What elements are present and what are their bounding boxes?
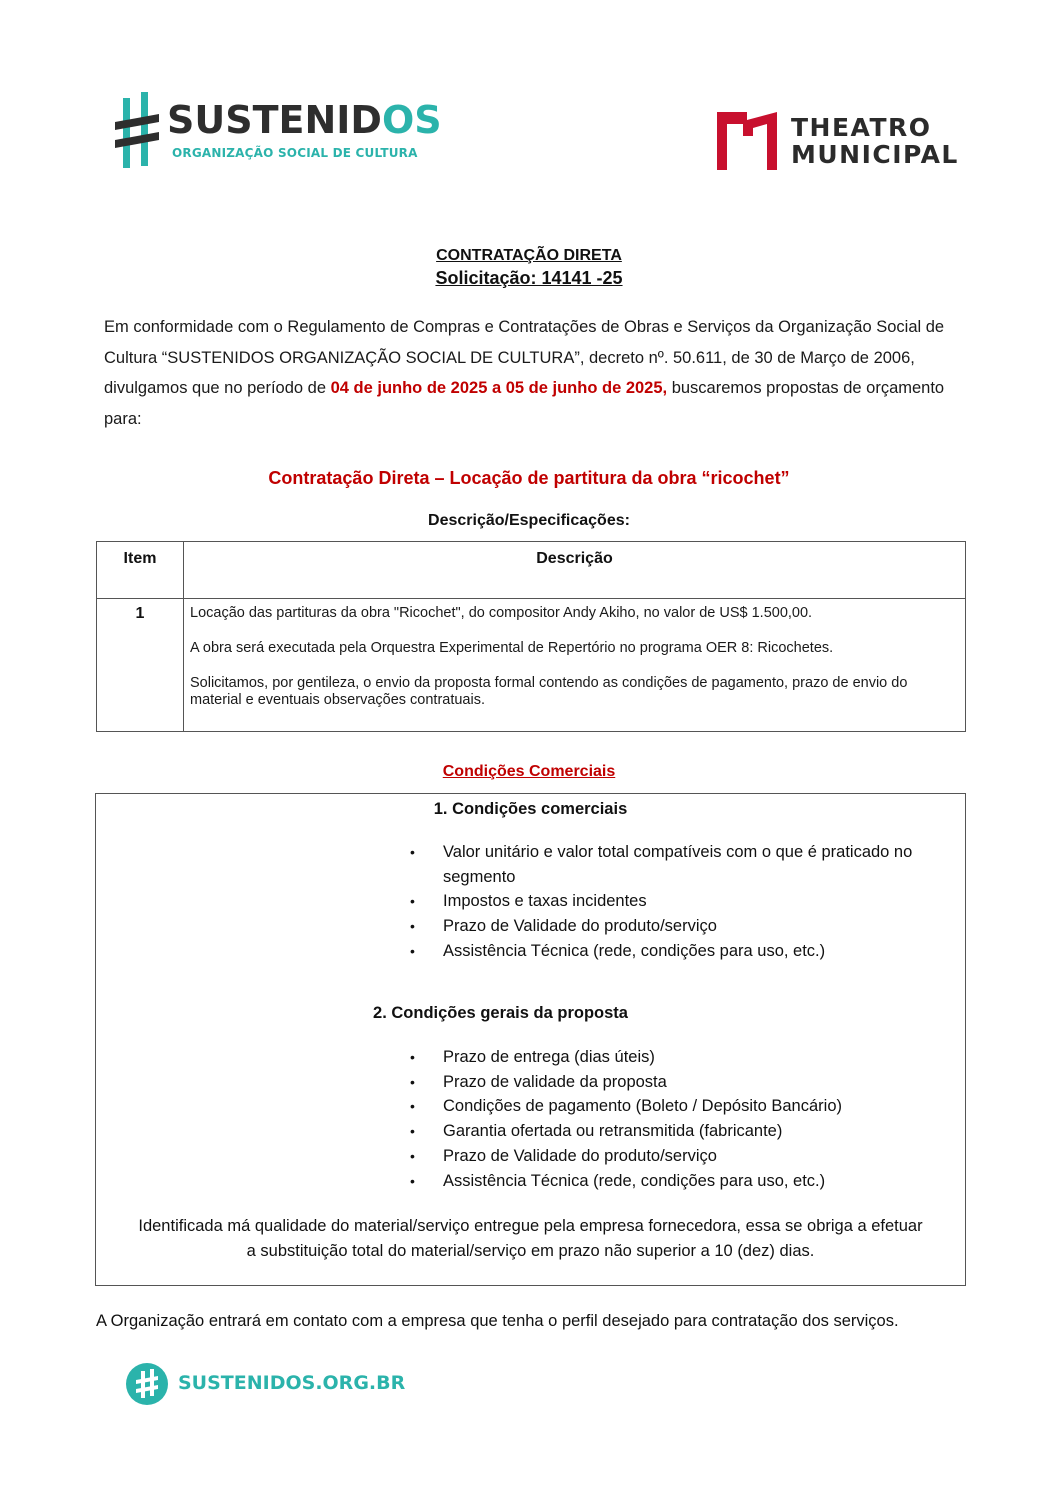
general-conditions-title: 2. Condições gerais da proposta (373, 1004, 628, 1022)
quality-clause (96, 1214, 965, 1263)
table-header-row (97, 542, 966, 599)
description-paragraph: Solicitamos, por gentileza, o envio da proposta formal contendo as condições de pagamento, prazo de envio do material e eventuais observações contratuais. (190, 675, 908, 708)
table-row (97, 599, 966, 732)
sustenidos-logo (115, 92, 442, 172)
column-header-item: Item (97, 542, 184, 599)
intro-text-end: buscaremos propostas de orçamento para: (104, 379, 945, 428)
list-item: • Condições de pagamento (Boleto / Depósito Bancário) (407, 1094, 947, 1119)
commercial-conditions-list (407, 840, 947, 964)
list-item: • Prazo de validade da proposta (407, 1070, 947, 1095)
list-item: • Garantia ofertada ou retransmitida (fabricante) (407, 1119, 947, 1144)
spec-heading: Descrição/Especificações: (428, 512, 630, 529)
intro-text: Em conformidade com o Regulamento de Compras e Contratações de Obras e Serviços da Organização Social de Cultura “SUSTENIDOS ORGANIZAÇÃO SOCIAL DE CULTURA”, decreto nº. 50.611, de 30 de Março de 2006, divulgamos que no período de (104, 318, 945, 397)
items-table (96, 541, 966, 732)
intro-paragraph (104, 312, 964, 434)
request-number: Solicitação: 14141 -25 (435, 268, 623, 288)
hashtag-circle-icon (126, 1363, 168, 1405)
document-title: CONTRATAÇÃO DIRETA (436, 247, 622, 264)
list-item: • Prazo de Validade do produto/serviço (407, 914, 947, 939)
list-item: • Impostos e taxas incidentes (407, 889, 947, 914)
list-item: • Assistência Técnica (rede, condições para uso, etc.) (407, 1169, 947, 1194)
general-conditions-list (407, 1045, 947, 1193)
list-item: • Valor unitário e valor total compatíveis com o que é praticado no segmento (407, 840, 947, 889)
hashtag-logo-icon (115, 92, 165, 172)
theatro-municipal-logo (715, 108, 959, 174)
column-header-description: Descrição (184, 542, 966, 599)
description-paragraph: Locação das partituras da obra "Ricochet", do compositor Andy Akiho, no valor de US$ 1.500,00. (190, 605, 813, 621)
section-heading: Contratação Direta – Locação de partitura da obra “ricochet” (268, 468, 790, 488)
sustenidos-wordmark: SUSTENIDOS (167, 98, 442, 142)
website-url[interactable]: SUSTENIDOS.ORG.BR (178, 1372, 406, 1394)
municipal-line: MUNICIPAL (791, 140, 959, 169)
item-number: 1 (97, 599, 184, 732)
sustenidos-tagline: ORGANIZAÇÃO SOCIAL DE CULTURA (172, 146, 418, 160)
footer-logo (126, 1363, 406, 1407)
theatro-municipal-text (791, 114, 959, 168)
quality-clause-line: Identificada má qualidade do material/serviço entregue pela empresa fornecedora, essa se obriga a efetuar (138, 1217, 923, 1235)
theatro-line: THEATRO (791, 113, 932, 142)
closing-statement: A Organização entrará em contato com a empresa que tenha o perfil desejado para contratação dos serviços. (96, 1312, 899, 1330)
list-item: • Assistência Técnica (rede, condições para uso, etc.) (407, 939, 947, 964)
description-paragraph: A obra será executada pela Orquestra Experimental de Repertório no programa OER 8: Ricochetes. (190, 640, 834, 656)
commercial-conditions-heading: Condições Comerciais (442, 763, 616, 780)
commercial-conditions-title: 1. Condições comerciais (433, 800, 628, 818)
conditions-box (95, 793, 966, 1286)
list-item: • Prazo de entrega (dias úteis) (407, 1045, 947, 1070)
period-highlight: 04 de junho de 2025 a 05 de junho de 2025, (330, 379, 668, 397)
theatro-arch-icon (715, 108, 781, 172)
list-item: • Prazo de Validade do produto/serviço (407, 1144, 947, 1169)
quality-clause-line: a substituição total do material/serviço em prazo não superior a 10 (dez) dias. (246, 1241, 815, 1260)
item-description (184, 599, 966, 732)
